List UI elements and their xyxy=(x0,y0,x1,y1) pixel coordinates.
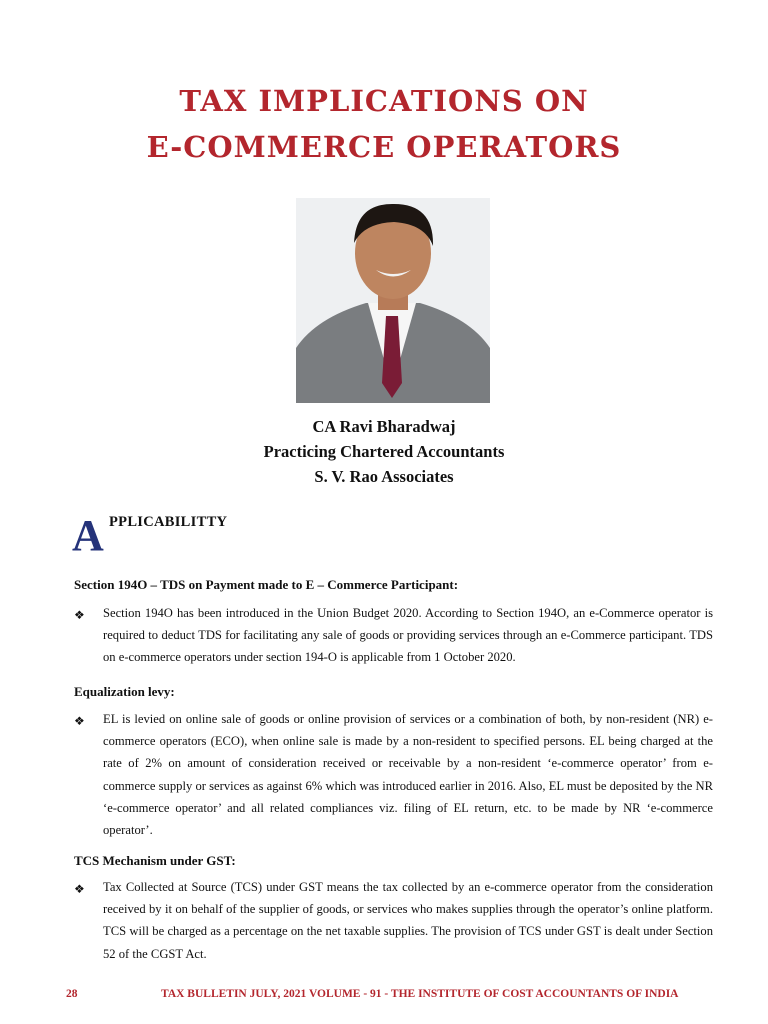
author-name: CA Ravi Bharadwaj xyxy=(312,417,456,436)
author-firm: S. V. Rao Associates xyxy=(314,467,454,486)
paragraph-equalization: EL is levied on online sale of goods or online provision of services or a combination of both, by non-resident (NR) e-commerce operators (ECO), when online sale is made by a non-resident to specified persons. EL being charged at the rate of 2% on amount of consideration received or receivable by a non-resident ‘e-commerce operator’ from e-commerce supply or services as against 6% which was introduced earlier in 2016. Also, EL must be deposited by the NR ‘e-commerce operator’ and all related compliances viz. filing of EL return, etc. to be made by NR ‘e-commerce operator’. xyxy=(103,712,713,838)
section-heading: PPLICABILITTY xyxy=(109,514,228,530)
article-title-line-1: TAX IMPLICATIONS ON xyxy=(179,84,589,118)
page-footer xyxy=(0,988,768,1008)
author-photo xyxy=(296,198,490,403)
subsection-heading-194o: Section 194O – TDS on Payment made to E – Commerce Participant: xyxy=(74,577,459,592)
bullet-icon: ❖ xyxy=(74,714,85,728)
bullet-icon: ❖ xyxy=(74,608,85,622)
journal-title: TAX BULLETIN JULY, 2021 VOLUME - 91 - THE INSTITUTE OF COST ACCOUNTANTS OF INDIA xyxy=(161,988,679,1000)
subsection-heading-equalization: Equalization levy: xyxy=(74,684,175,699)
author-role: Practicing Chartered Accountants xyxy=(263,442,505,461)
paragraph-tcs: Tax Collected at Source (TCS) under GST means the tax collected by an e-commerce operator from the consideration received by it on behalf of the supplier of goods, or services who makes supplies through the operator’s online platform. TCS will be charged as a percentage on the net taxable supplies. The provision of TCS under GST is dealt under Section 52 of the CGST Act. xyxy=(103,880,713,961)
section-dropcap: A xyxy=(72,511,104,560)
article-title-line-2: E-COMMERCE OPERATORS xyxy=(146,130,622,164)
paragraph-194o: Section 194O has been introduced in the Union Budget 2020. According to Section 194O, an e-Commerce operator is required to deduct TDS for facilitating any sale of goods or providing services through an e-Commerce participant. TDS on e-commerce operators under section 194-O is applicable from 1 October 2020. xyxy=(103,606,713,665)
subsection-heading-tcs: TCS Mechanism under GST: xyxy=(74,853,236,868)
page-number: 28 xyxy=(66,988,78,1000)
bullet-icon: ❖ xyxy=(74,882,85,896)
